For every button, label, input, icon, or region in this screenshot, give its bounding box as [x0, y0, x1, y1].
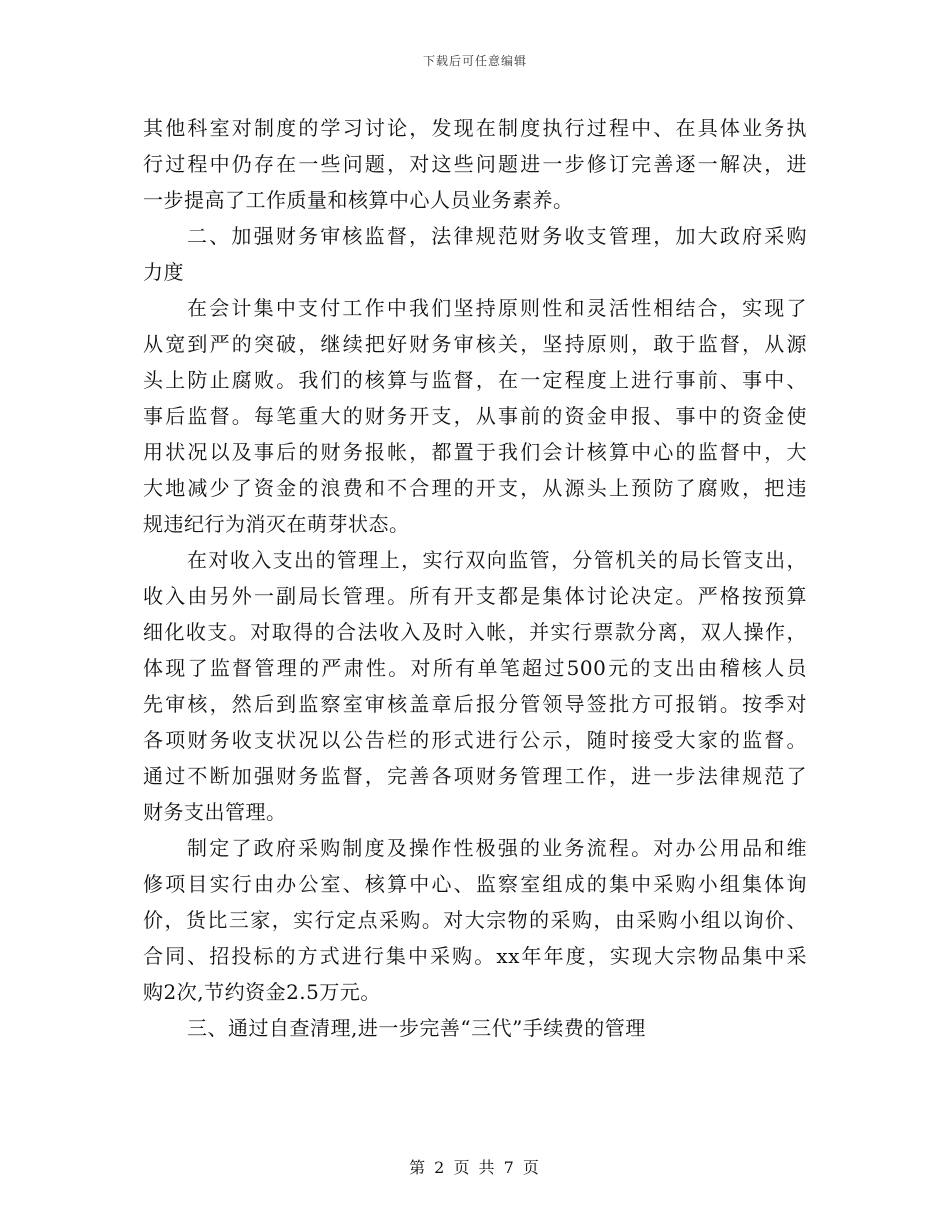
text-line: 收入由另外一副局长管理。所有开支都是集体讨论决定。严格按预算: [143, 584, 807, 608]
text-line: 二、加强财务审核监督，法律规范财务收支管理，加大政府采购: [187, 224, 807, 248]
text-line: 三、通过自查清理,进一步完善“三代”手续费的管理: [187, 1016, 646, 1040]
text-line: 修项目实行由办公室、核算中心、监察室组成的集中采购小组集体询: [143, 872, 807, 896]
text-line: 头上防止腐败。我们的核算与监督，在一定程度上进行事前、事中、: [143, 368, 807, 392]
text-line: 购2次,节约资金2.5万元。: [143, 980, 381, 1004]
text-line: 合同、招投标的方式进行集中采购。xx年年度，实现大宗物品集中采: [143, 944, 807, 968]
text-line: 用状况以及事后的财务报帐，都置于我们会计核算中心的监督中，大: [143, 440, 807, 464]
text-line: 其他科室对制度的学习讨论，发现在制度执行过程中、在具体业务执: [143, 116, 807, 140]
page-header: 下载后可任意编辑: [422, 54, 527, 68]
text-line: 规违纪行为消灭在萌芽状态。: [143, 512, 410, 536]
text-line: 大地减少了资金的浪费和不合理的开支，从源头上预防了腐败，把违: [143, 476, 807, 500]
document-body: [143, 110, 807, 1046]
text-line: 先审核，然后到监察室审核盖章后报分管领导签批方可报销。按季对: [143, 692, 807, 716]
text-line: 事后监督。每笔重大的财务开支，从事前的资金申报、事中的资金使: [143, 404, 807, 428]
text-line: 从宽到严的突破，继续把好财务审核关，坚持原则，敢于监督，从源: [143, 332, 807, 356]
page-footer: 第 2 页 共 7 页: [409, 1158, 541, 1177]
text-line: 通过不断加强财务监督，完善各项财务管理工作，进一步法律规范了: [143, 764, 807, 788]
text-line: 制定了政府采购制度及操作性极强的业务流程。对办公用品和维: [187, 836, 807, 860]
text-line: 在对收入支出的管理上，实行双向监管，分管机关的局长管支出，: [187, 548, 807, 572]
text-line: 体现了监督管理的严肃性。对所有单笔超过500元的支出由稽核人员: [143, 656, 807, 680]
text-line: 力度: [143, 260, 184, 284]
text-line: 行过程中仍存在一些问题，对这些问题进一步修订完善逐一解决，进: [143, 152, 807, 176]
text-line: 财务支出管理。: [143, 800, 287, 824]
text-line: 在会计集中支付工作中我们坚持原则性和灵活性相结合，实现了: [187, 296, 807, 320]
text-line: 价，货比三家，实行定点采购。对大宗物的采购，由采购小组以询价、: [143, 908, 807, 932]
text-line: 一步提高了工作质量和核算中心人员业务素养。: [143, 188, 574, 212]
text-line: 各项财务收支状况以公告栏的形式进行公示，随时接受大家的监督。: [143, 728, 807, 752]
text-line: 细化收支。对取得的合法收入及时入帐，并实行票款分离，双人操作，: [143, 620, 807, 644]
